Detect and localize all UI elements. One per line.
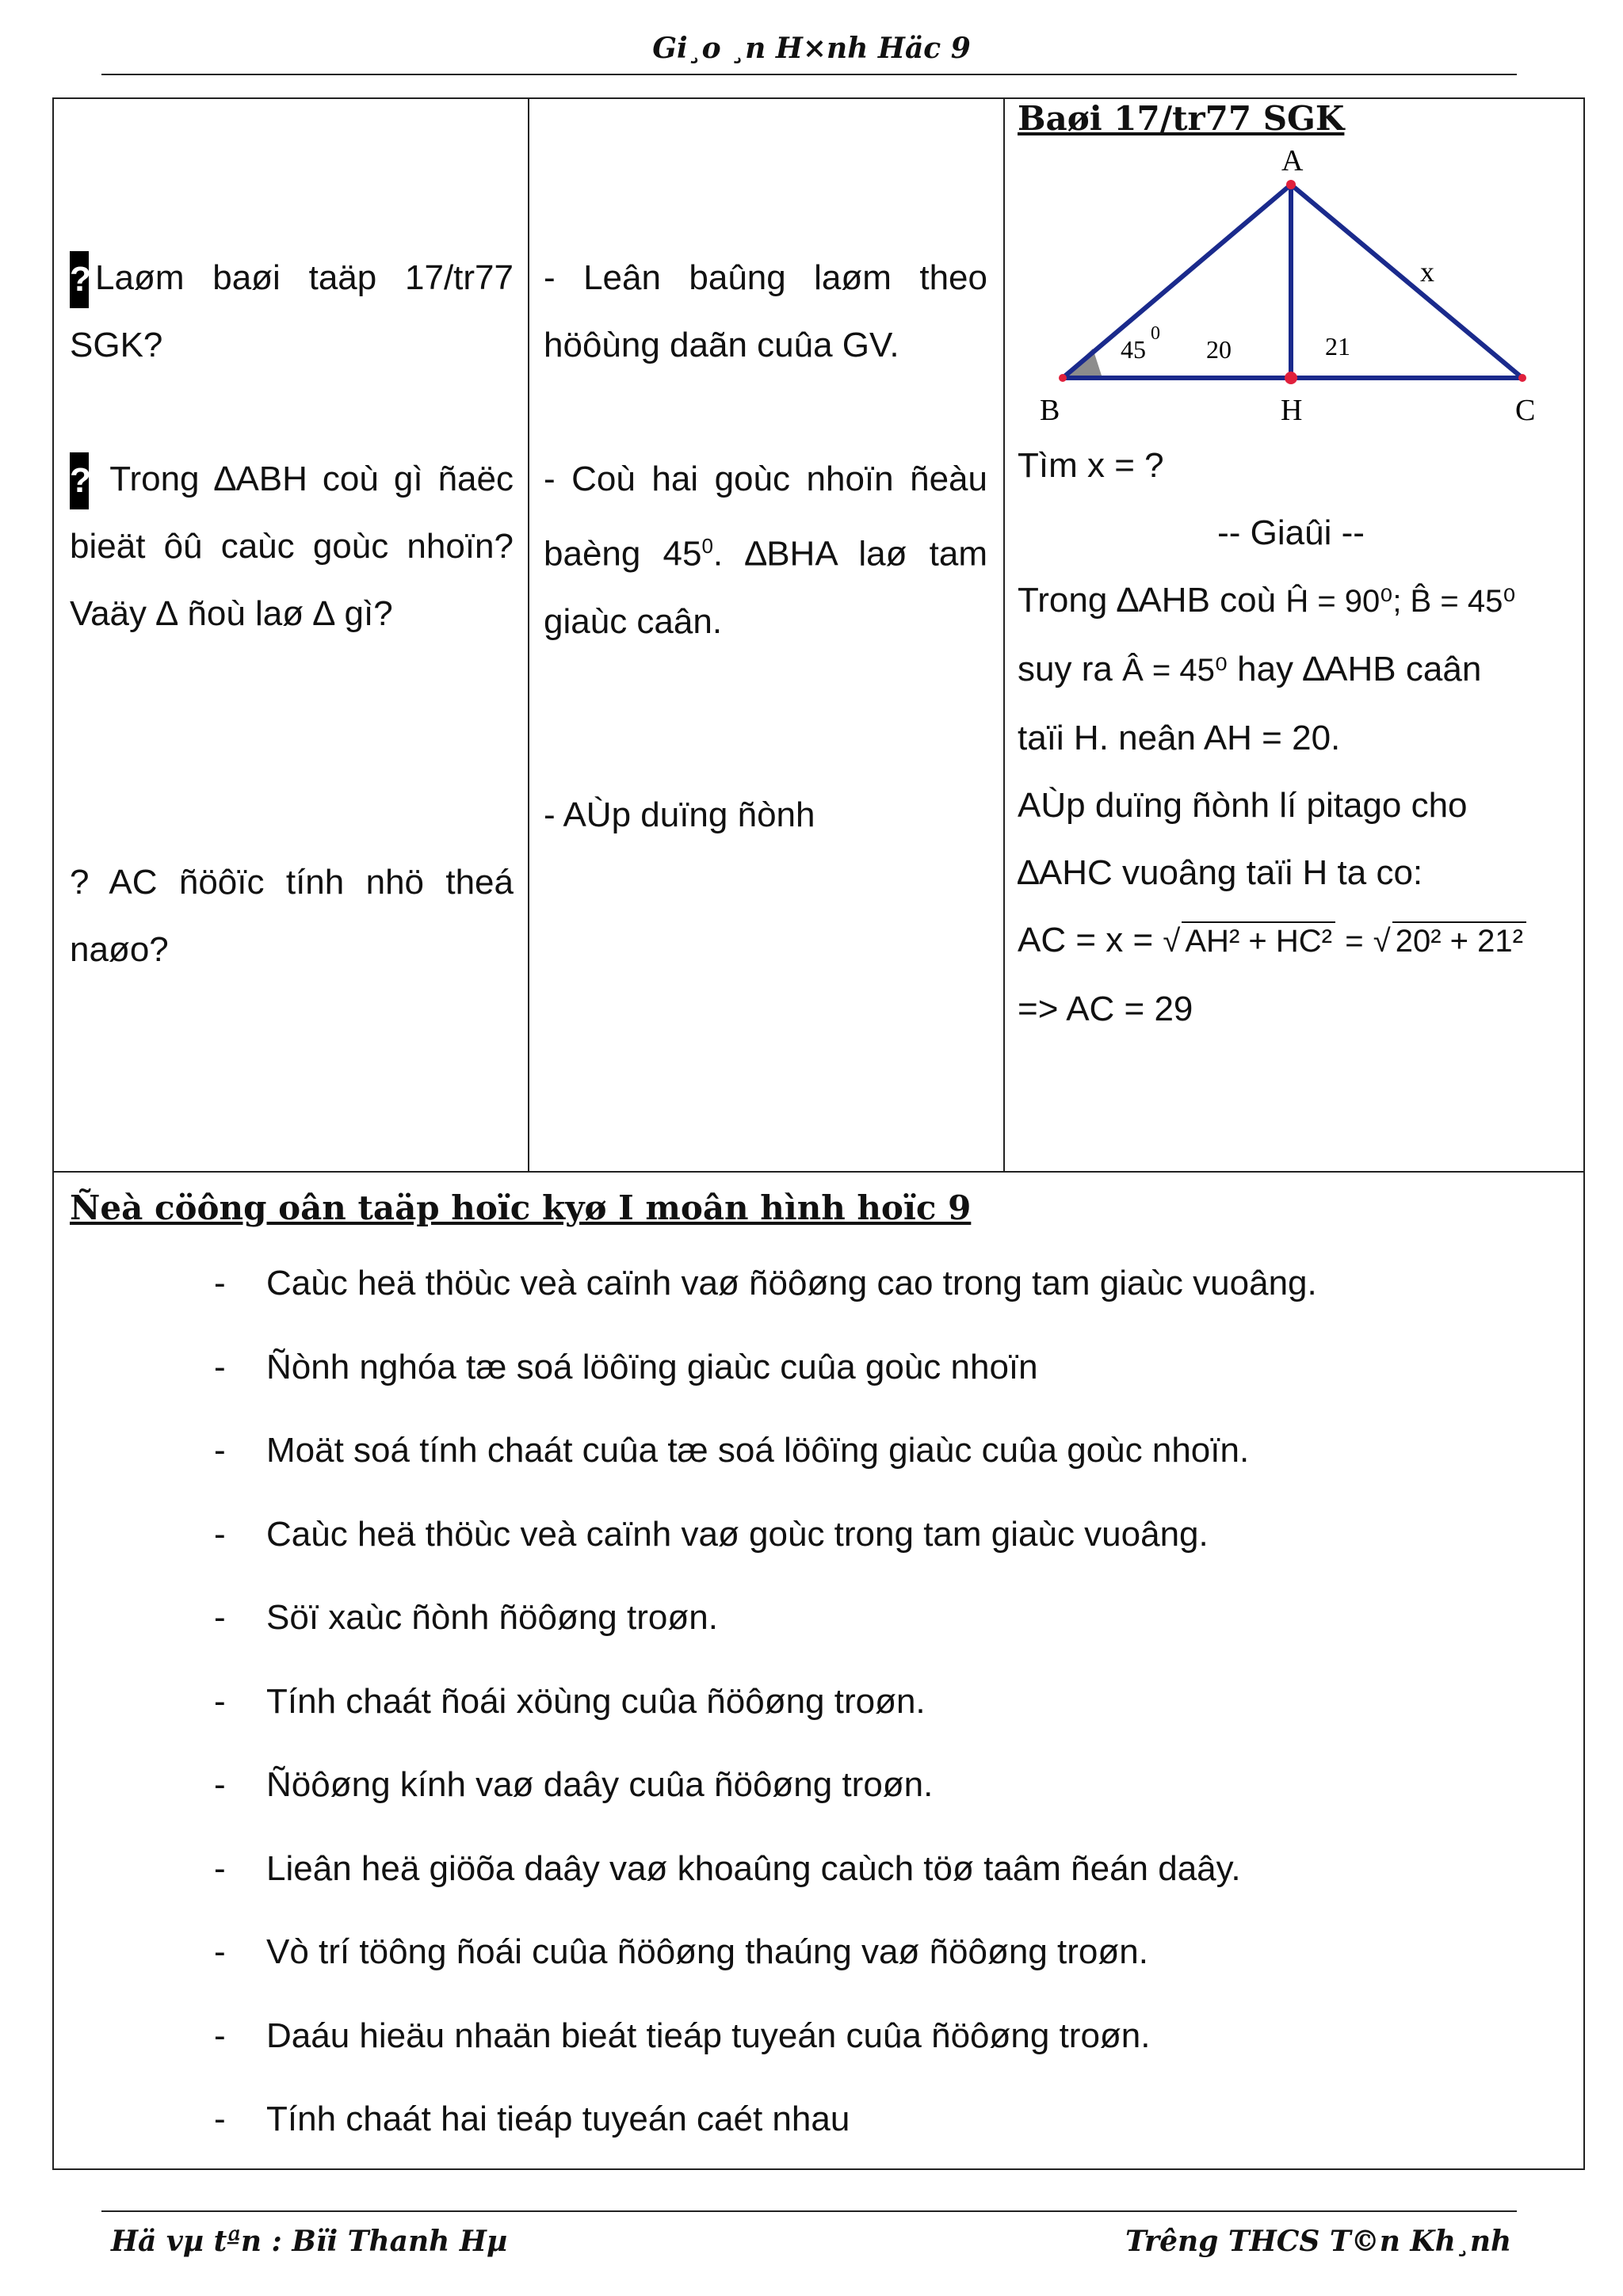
solution-line-3: taïi H. neân AH = 20. bbox=[1018, 719, 1341, 757]
student-answer-3: - AÙp duïng ñònh bbox=[544, 795, 815, 834]
student-answer-2: - Coù hai goùc nhoïn ñeàu baèng $45^0$. ∆BHA laø tam giaùc caân. bbox=[544, 460, 987, 641]
row-divider bbox=[52, 1171, 1585, 1173]
list-dash: - bbox=[214, 1347, 226, 1386]
label-BH: 20 bbox=[1206, 335, 1232, 364]
list-item bbox=[214, 1515, 1317, 1599]
solution-line-1: Trong ∆AHB coù Ĥ = 90⁰; B̂ = 45⁰ bbox=[1018, 581, 1516, 620]
list-item bbox=[214, 1932, 1317, 2016]
list-item-text: Moät soá tính chaát cuûa tæ soá löôïng giaùc cuûa goùc nhoïn. bbox=[266, 1431, 1250, 1470]
list-item bbox=[214, 1682, 1317, 1766]
review-title: Ñeà cöông oân taäp hoïc kyø I moân hình hoïc 9 bbox=[70, 1188, 972, 1227]
list-item-text: Caùc heä thöùc veà caïnh vaø ñöôøng cao trong tam giaùc vuoâng. bbox=[266, 1264, 1317, 1302]
solution-line-7: => AC = 29 bbox=[1018, 990, 1193, 1028]
list-item-text: Daáu hieäu nhaän bieát tieáp tuyeán cuûa ñöôøng troøn. bbox=[266, 2016, 1151, 2055]
side-AB bbox=[1063, 185, 1291, 378]
header-rule bbox=[101, 74, 1517, 75]
list-dash: - bbox=[214, 2016, 226, 2055]
solution-heading: -- Giaûi -- bbox=[1217, 513, 1365, 552]
question-mark-icon: ? bbox=[70, 251, 89, 308]
exercise-title: Baøi 17/tr77 SGK bbox=[1018, 99, 1345, 138]
list-dash: - bbox=[214, 1514, 226, 1554]
column-divider-2 bbox=[1003, 97, 1005, 1172]
teacher-question-3: ? AC ñöôïc tính nhö theá naøo? bbox=[70, 863, 514, 969]
label-x: x bbox=[1420, 256, 1434, 288]
label-A: A bbox=[1281, 144, 1304, 177]
find-x: Tìm x = ? bbox=[1018, 446, 1164, 485]
label-C: C bbox=[1515, 394, 1536, 427]
list-dash: - bbox=[214, 1848, 226, 1888]
footer-author: Hä vµ tªn : Bïi Thanh Hµ bbox=[111, 2225, 508, 2258]
list-item bbox=[214, 1348, 1317, 1432]
list-item-text: Tính chaát ñoái xöùng cuûa ñöôøng troøn. bbox=[266, 1681, 926, 1721]
solution-line-6: AC = x = √ AH² + HC² = √ 20² + 21² bbox=[1018, 906, 1564, 975]
list-dash: - bbox=[214, 2100, 226, 2138]
list-dash: - bbox=[214, 1765, 226, 1804]
column-divider-1 bbox=[528, 97, 529, 1172]
solution-line-4: AÙp duïng ñònh lí pitago cho bbox=[1018, 786, 1468, 825]
footer-rule bbox=[101, 2210, 1517, 2212]
list-item-text: Ñöôøng kính vaø daây cuûa ñöôøng troøn. bbox=[266, 1765, 934, 1804]
point-C bbox=[1518, 374, 1526, 382]
list-item bbox=[214, 1431, 1317, 1515]
teacher-question-2: ? Trong ∆ABH coù gì ñaëc bieät ôû caùc goùc nhoïn? Vaäy ∆ ñoù laø ∆ gì? bbox=[70, 445, 514, 647]
list-item-text: Vò trí töông ñoái cuûa ñöôøng thaúng vaø ñöôøng troøn. bbox=[266, 1932, 1148, 1971]
footer-school: Trêng THCS T©n Kh¸nh bbox=[1125, 2225, 1512, 2258]
list-item-text: Ñònh nghóa tæ soá löôïng giaùc cuûa goùc nhoïn bbox=[266, 1347, 1038, 1386]
review-list bbox=[214, 1264, 1317, 2183]
list-item-text: Caùc heä thöùc veà caïnh vaø goùc trong tam giaùc vuoâng. bbox=[266, 1514, 1209, 1554]
student-answer-1: - Leân baûng laøm theo höôùng daãn cuûa GV. bbox=[544, 258, 987, 364]
list-dash: - bbox=[214, 1264, 226, 1302]
solution-line-5: ∆AHC vuoâng taïi H ta co: bbox=[1018, 853, 1423, 892]
solution-line-2: suy ra Â = 45⁰ hay ∆AHB caân bbox=[1018, 650, 1482, 688]
list-dash: - bbox=[214, 1932, 226, 1971]
triangle-figure bbox=[1018, 143, 1572, 428]
point-A bbox=[1286, 180, 1296, 189]
list-dash: - bbox=[214, 1431, 226, 1470]
question-mark-icon: ? bbox=[70, 452, 89, 509]
point-H bbox=[1285, 372, 1297, 384]
list-item bbox=[214, 1264, 1317, 1348]
list-item-text: Söï xaùc ñònh ñöôøng troøn. bbox=[266, 1598, 718, 1637]
list-dash: - bbox=[214, 1681, 226, 1721]
list-dash: - bbox=[214, 1598, 226, 1637]
list-item bbox=[214, 2100, 1317, 2183]
label-angle-degree: 0 bbox=[1151, 323, 1160, 344]
list-item bbox=[214, 2016, 1317, 2100]
teacher-question-1: ? Laøm baøi taäp 17/tr77 SGK? bbox=[70, 244, 514, 379]
list-item bbox=[214, 1765, 1317, 1849]
label-HC: 21 bbox=[1325, 332, 1350, 360]
list-item-text: Lieân heä giöõa daây vaø khoaûng caùch töø taâm ñeán daây. bbox=[266, 1848, 1241, 1888]
page-header-title: Gi¸o ¸n H×nh Häc 9 bbox=[652, 32, 971, 65]
list-item-text: Tính chaát hai tieáp tuyeán caét nhau bbox=[266, 2100, 850, 2138]
list-item bbox=[214, 1849, 1317, 1933]
label-H: H bbox=[1281, 394, 1303, 427]
label-B: B bbox=[1040, 394, 1060, 427]
point-B bbox=[1059, 374, 1067, 382]
label-angle: 45 bbox=[1121, 335, 1146, 364]
solution-text bbox=[1018, 432, 1564, 1043]
list-item bbox=[214, 1598, 1317, 1682]
